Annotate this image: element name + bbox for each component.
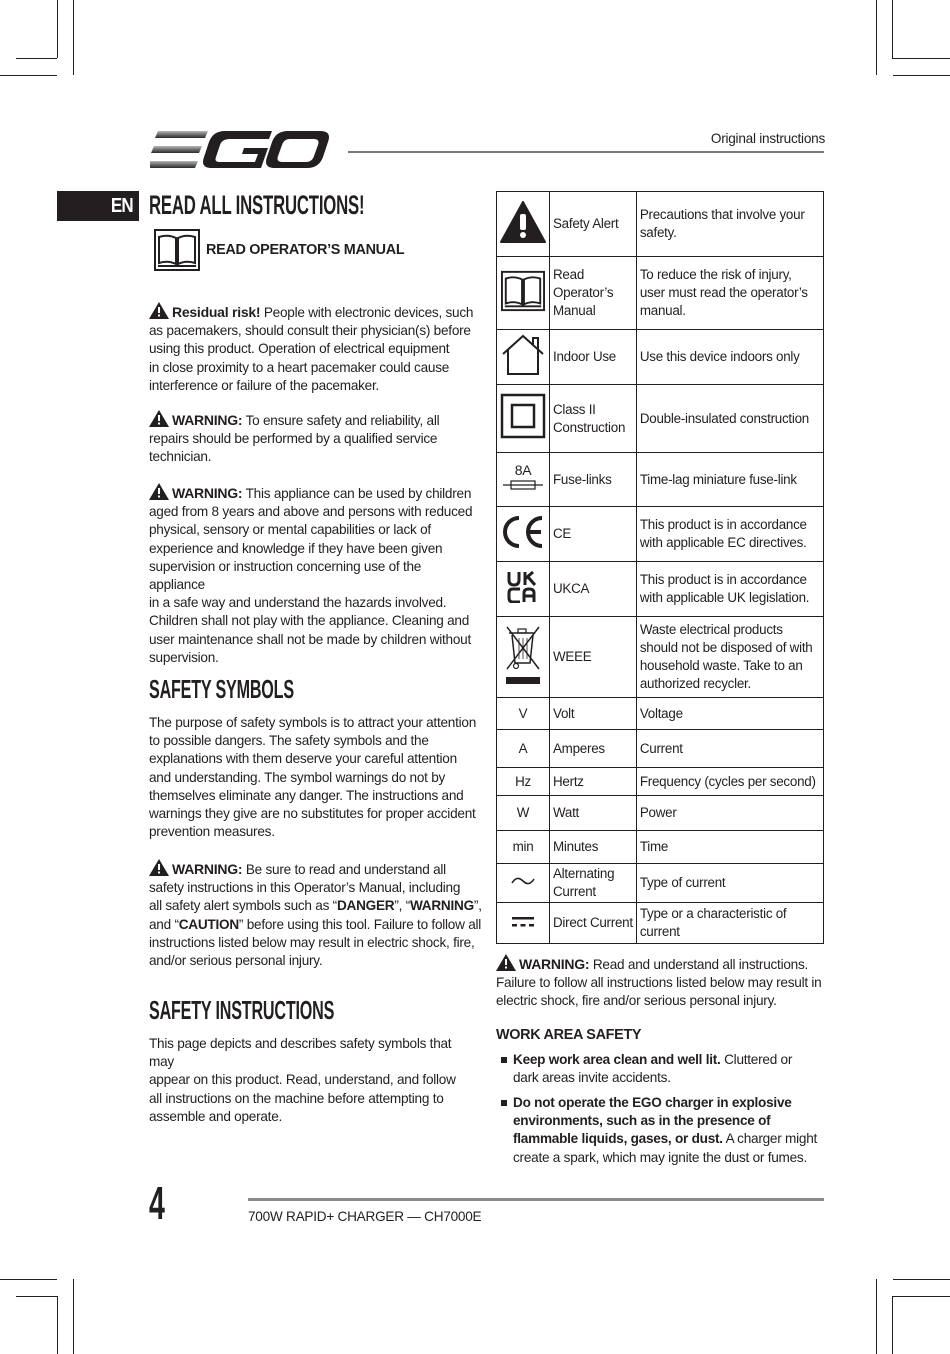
text-line: physical, sensory or mental capabilities or lack of <box>149 522 431 538</box>
table-row <box>497 617 824 698</box>
symbol-meaning: Type or a characteristic of <box>639 906 787 921</box>
footer-rule <box>248 1198 824 1201</box>
text-line: and/or serious personal injury. <box>149 953 323 969</box>
symbol-name-cell <box>550 453 637 507</box>
safety-symbols-heading: SAFETY SYMBOLS <box>149 674 294 704</box>
crop-mark <box>892 1296 950 1297</box>
symbol-name: Indoor Use <box>553 349 617 364</box>
symbol-meaning: Voltage <box>639 705 683 721</box>
crop-mark <box>0 75 57 76</box>
symbol-cell <box>497 330 550 385</box>
read-all-heading: READ ALL INSTRUCTIONS! <box>149 190 365 220</box>
warning-follow-paragraph <box>496 954 826 1011</box>
symbol-cell: min <box>497 831 550 864</box>
text-line: in a safe way and understand the hazards involved. <box>149 595 447 611</box>
table-row <box>497 257 824 330</box>
text-line: all instructions on the machine before attempting to <box>149 1090 444 1106</box>
symbol-meaning: Waste electrical products <box>639 622 783 637</box>
symbol-meaning-cell <box>636 617 823 698</box>
text-line: ”, “ <box>394 898 410 914</box>
symbol-meaning-cell <box>636 698 823 730</box>
safety-symbols-paragraph <box>149 714 479 841</box>
bullet-marker <box>501 1100 507 1106</box>
warning-lead: WARNING: <box>172 861 243 877</box>
danger-word: DANGER <box>336 898 395 914</box>
symbol-meaning: Precautions that involve your <box>639 207 805 222</box>
text-line: technician. <box>149 449 212 465</box>
warning-triangle-icon <box>149 859 169 876</box>
symbol-cell <box>497 864 550 903</box>
symbol-name-cell <box>550 831 637 864</box>
symbol-name: Direct Current <box>553 915 633 930</box>
warning-word: WARNING <box>409 898 474 914</box>
symbol-name: WEEE <box>553 649 592 664</box>
text-line: explanations with them deserve your careful attention <box>149 751 457 767</box>
table-row <box>497 330 824 385</box>
table-row <box>497 903 824 944</box>
crop-mark <box>876 1279 877 1354</box>
house-icon <box>500 334 546 376</box>
warning-lead: WARNING: <box>172 412 243 428</box>
crop-mark <box>892 0 893 58</box>
symbol-meaning: with applicable UK legislation. <box>639 590 810 605</box>
text-line: This appliance can be used by children <box>242 486 472 501</box>
symbol-name: Safety Alert <box>553 216 619 231</box>
symbol-cell <box>497 903 550 944</box>
symbol-meaning: manual. <box>639 303 686 318</box>
text-line: instructions listed below may result in electric shock, fire, <box>149 934 475 950</box>
bullet-work-area-clean <box>513 1051 823 1087</box>
bullet-bold-text: Keep work area clean and well lit. <box>513 1052 721 1067</box>
text-line: as pacemakers, should consult their physician(s) before <box>149 323 471 339</box>
text-line: aged from 8 years and above and persons with reduced <box>149 504 473 520</box>
text-line: warnings they give are no substitutes for proper accident <box>149 806 476 822</box>
symbol-cell <box>497 453 550 507</box>
text-line: prevention measures. <box>149 824 275 840</box>
weee-bin-icon <box>503 623 543 687</box>
text-line: Cluttered or <box>720 1052 793 1067</box>
table-row <box>497 698 824 730</box>
symbol-name-cell <box>550 698 637 730</box>
symbol-name-cell <box>550 330 637 385</box>
text-line: This page depicts and describes safety symbols that may <box>149 1036 452 1070</box>
symbol-cell <box>497 562 550 617</box>
caution-word: CAUTION <box>178 916 239 932</box>
text-line: supervision or instruction concerning use of the appliance <box>149 558 422 593</box>
crop-mark <box>57 1296 58 1354</box>
header-rule <box>348 151 824 153</box>
text-line: A charger might <box>722 1131 818 1147</box>
symbol-meaning-cell <box>636 831 823 864</box>
text-line: ”, <box>473 898 482 914</box>
table-row <box>497 768 824 796</box>
safety-instructions-heading: SAFETY INSTRUCTIONS <box>149 995 335 1025</box>
warning-lead: WARNING: <box>519 956 590 972</box>
symbol-meaning: Type of current <box>639 875 726 890</box>
symbol-name: Alternating <box>553 866 615 881</box>
symbol-meaning: Time <box>639 839 669 854</box>
symbol-meaning: should not be disposed of with <box>639 640 813 655</box>
symbol-meaning-cell <box>636 730 823 768</box>
symbol-meaning: Use this device indoors only <box>639 349 800 364</box>
symbol-meaning-cell <box>636 507 823 562</box>
language-tab-label: EN <box>111 195 133 217</box>
residual-risk-paragraph <box>149 302 479 395</box>
symbol-name-cell <box>550 768 637 796</box>
footer-product: 700W RAPID+ CHARGER — CH7000E <box>248 1209 482 1224</box>
symbol-cell <box>497 257 550 330</box>
symbol-name: Current <box>553 884 596 899</box>
text-line: and understanding. The symbol warnings do not by <box>149 769 446 785</box>
text-line: user maintenance shall not be made by children without <box>149 631 472 647</box>
crop-mark <box>893 1279 950 1280</box>
symbol-meaning: Current <box>639 740 683 756</box>
symbol-name-cell <box>550 257 637 330</box>
symbol-meaning: with applicable EC directives. <box>639 535 807 550</box>
symbol-name: Construction <box>553 419 626 435</box>
warning-triangle-icon <box>149 483 169 500</box>
symbol-name-cell <box>550 796 637 831</box>
text-line: repairs should be performed by a qualified service <box>149 431 438 447</box>
crop-mark <box>73 0 74 75</box>
manual-book-icon <box>154 229 200 271</box>
symbol-meaning: To reduce the risk of injury, <box>639 267 792 282</box>
symbol-meaning: safety. <box>639 225 677 240</box>
table-row <box>497 507 824 562</box>
crop-mark <box>16 1296 57 1297</box>
text-line: all safety alert symbols such as “ <box>149 898 337 914</box>
read-manual-label: READ OPERATOR’S MANUAL <box>206 242 405 258</box>
bullet-bold-text: Do not operate the EGO charger in explosive <box>513 1095 792 1110</box>
text-line: The purpose of safety symbols is to attract your attention <box>149 715 477 730</box>
text-line: supervision. <box>149 649 219 665</box>
symbol-name-cell <box>550 385 637 453</box>
crop-mark <box>892 58 950 59</box>
table-row <box>497 730 824 768</box>
safety-symbols-table <box>496 191 824 944</box>
text-line: in close proximity to a heart pacemaker could cause <box>149 359 450 375</box>
symbol-name: UKCA <box>553 581 590 596</box>
doc-label: Original instructions <box>710 131 825 146</box>
symbol-cell: W <box>497 796 550 831</box>
text-line: appear on this product. Read, understand, and follow <box>149 1072 456 1088</box>
text-line: People with electronic devices, such <box>260 305 474 320</box>
warning-triangle-icon <box>149 410 169 427</box>
text-line: assemble and operate. <box>149 1108 283 1124</box>
text-line: Children shall not play with the appliance. Cleaning and <box>149 613 470 629</box>
symbol-meaning-cell <box>636 192 823 257</box>
page-number: 4 <box>149 1177 165 1229</box>
ac-wave-icon <box>511 875 535 887</box>
symbol-cell: A <box>497 730 550 768</box>
text-line: to possible dangers. The safety symbols and the <box>149 733 429 749</box>
crop-mark <box>57 0 58 58</box>
safety-alert-icon <box>500 201 546 243</box>
symbol-meaning: Time-lag miniature fuse-link <box>639 471 797 487</box>
symbol-meaning-cell <box>636 385 823 453</box>
symbol-name: Amperes <box>553 740 605 756</box>
crop-mark <box>16 58 57 59</box>
symbol-name: CE <box>553 526 572 541</box>
warning-repairs-paragraph <box>149 410 479 467</box>
crop-mark <box>0 1279 57 1280</box>
symbol-name-cell <box>550 864 637 903</box>
text-line: interference or failure of the pacemaker. <box>149 377 380 393</box>
symbol-cell <box>497 617 550 698</box>
symbol-meaning: household waste. Take to an <box>639 658 803 673</box>
text-line: dark areas invite accidents. <box>513 1070 671 1086</box>
symbol-meaning-cell <box>636 864 823 903</box>
table-row <box>497 562 824 617</box>
crop-mark <box>876 0 877 75</box>
symbol-meaning-cell <box>636 796 823 831</box>
text-line: themselves eliminate any danger. The instructions and <box>149 787 464 803</box>
text-line: Read and understand all instructions. <box>589 957 809 972</box>
text-line: using this product. Operation of electrical equipment <box>149 341 450 357</box>
symbol-meaning: user must read the operator’s <box>639 285 808 300</box>
symbol-cell <box>497 385 550 453</box>
ego-logo <box>150 131 330 170</box>
symbol-name-cell <box>550 192 637 257</box>
table-row <box>497 796 824 831</box>
symbol-meaning-cell <box>636 330 823 385</box>
symbol-name-cell <box>550 617 637 698</box>
text-line: ” before using this tool. Failure to follow all <box>238 916 482 932</box>
text-line: safety instructions in this Operator’s Manual, including <box>149 880 461 896</box>
table-row <box>497 864 824 903</box>
table-row <box>497 831 824 864</box>
bullet-explosive-environments <box>513 1094 833 1167</box>
warning-read-paragraph <box>149 859 482 970</box>
symbol-name: Volt <box>553 705 575 721</box>
symbol-cell <box>497 507 550 562</box>
warning-lead: WARNING: <box>172 485 243 501</box>
warning-children-paragraph <box>149 483 479 667</box>
symbol-meaning: authorized recycler. <box>639 676 751 691</box>
symbol-name: Watt <box>553 805 580 820</box>
symbol-meaning-cell <box>636 903 823 944</box>
symbol-name: Fuse-links <box>553 471 612 487</box>
bullet-bold-text: flammable liquids, gases, or dust. <box>513 1131 723 1147</box>
symbol-cell: Hz <box>497 768 550 796</box>
symbol-name: Manual <box>553 303 596 318</box>
residual-risk-lead: Residual risk! <box>172 304 261 320</box>
class-ii-icon <box>500 393 546 439</box>
ce-mark-icon <box>500 515 546 549</box>
symbol-cell: V <box>497 698 550 730</box>
text-line: and “ <box>149 916 179 932</box>
symbol-name: Operator’s <box>553 285 614 300</box>
bullet-marker <box>501 1057 507 1063</box>
symbol-meaning-cell <box>636 562 823 617</box>
symbol-meaning: Double-insulated construction <box>639 410 810 426</box>
symbol-meaning-cell <box>636 768 823 796</box>
manual-book-icon <box>501 270 545 312</box>
symbol-name: Hertz <box>553 773 584 789</box>
crop-mark <box>73 1279 74 1354</box>
symbol-name: Class II <box>553 401 596 417</box>
symbol-meaning: current <box>639 924 680 939</box>
crop-mark <box>893 75 950 76</box>
text-line: electric shock, fire and/or serious personal injury. <box>496 993 777 1009</box>
table-row <box>497 192 824 257</box>
symbol-meaning-cell <box>636 257 823 330</box>
warning-triangle-icon <box>496 954 516 971</box>
text-line: Be sure to read and understand all <box>242 862 446 877</box>
symbol-meaning: Frequency (cycles per second) <box>639 773 816 789</box>
language-tab <box>57 191 139 221</box>
warning-triangle-icon <box>149 302 169 319</box>
symbol-meaning: This product is in accordance <box>639 572 807 587</box>
symbol-cell <box>497 192 550 257</box>
table-row <box>497 453 824 507</box>
text-line: experience and knowledge if they have been given <box>149 540 443 556</box>
fuse-rating: 8A <box>514 462 532 478</box>
dc-icon <box>512 917 534 927</box>
bullet-bold-text: environments, such as in the presence of <box>513 1113 771 1129</box>
symbol-meaning: This product is in accordance <box>639 517 807 532</box>
symbol-meaning-cell <box>636 453 823 507</box>
text-line: create a spark, which may ignite the dust or fumes. <box>513 1149 808 1165</box>
symbol-name: Minutes <box>553 839 599 854</box>
symbol-name-cell <box>550 730 637 768</box>
symbol-name: Read <box>553 267 585 282</box>
crop-mark <box>892 1296 893 1354</box>
symbol-meaning: Power <box>639 805 677 820</box>
symbol-name-cell <box>550 562 637 617</box>
work-area-heading: WORK AREA SAFETY <box>496 1027 642 1043</box>
symbol-name-cell <box>550 507 637 562</box>
text-line: To ensure safety and reliability, all <box>242 413 440 428</box>
safety-instructions-paragraph <box>149 1035 479 1126</box>
symbol-name-cell <box>550 903 637 944</box>
fuse-icon <box>503 479 543 491</box>
table-row <box>497 385 824 453</box>
text-line: Failure to follow all instructions listed below may result in <box>496 975 822 991</box>
ukca-mark-icon <box>506 571 540 603</box>
